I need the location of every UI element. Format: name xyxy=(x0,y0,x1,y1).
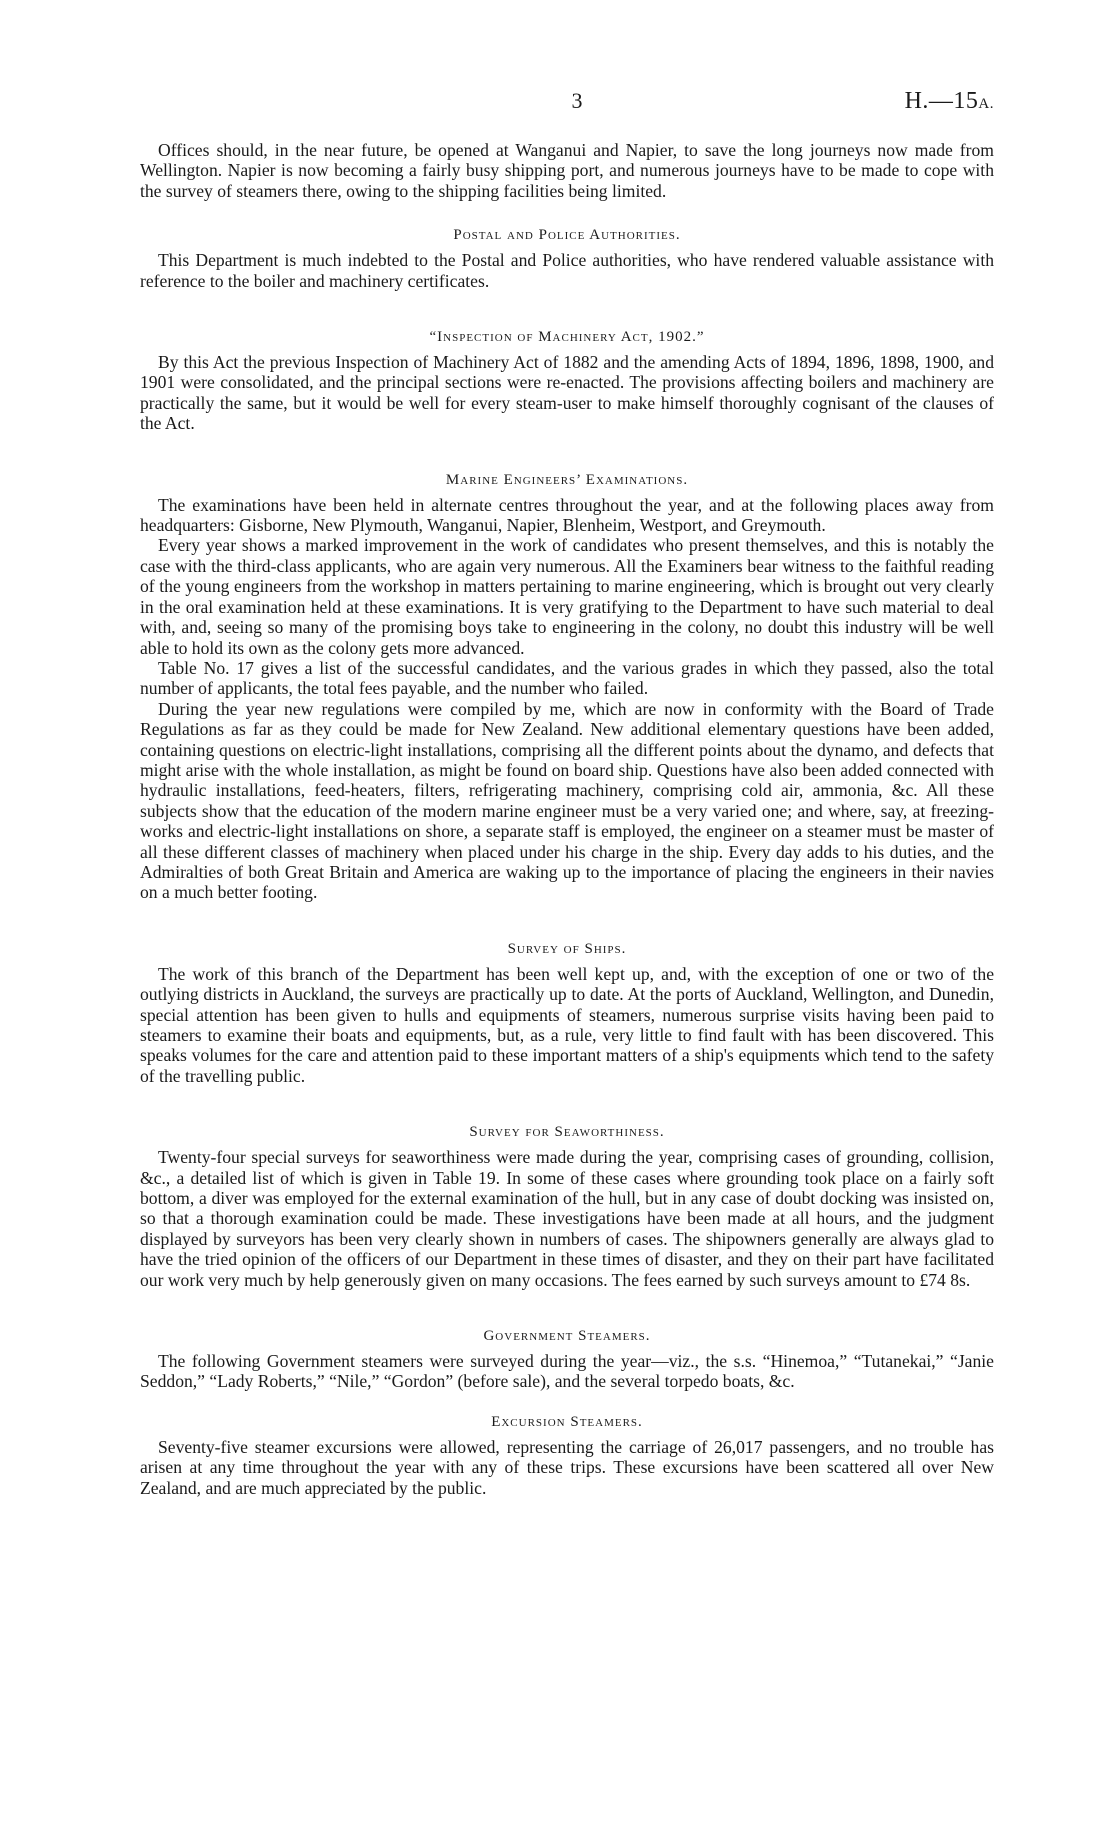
document-reference xyxy=(905,88,994,115)
marine-engineers-paragraph-3: Table No. 17 gives a list of the successful candidates, and the various grades in which they passed, also the total number of applicants, the total fees payable, and the number who failed. xyxy=(140,657,994,699)
gov-steamers-paragraph: The following Government steamers were surveyed during the year—viz., the s.s. “Hinemoa,” “Tutanekai,” “Janie Seddon,” “Lady Roberts,” “Nile,” “Gordon” (before sale), and the several torpedo boats, &c. xyxy=(140,1351,994,1392)
postal-paragraph: This Department is much indebted to the Postal and Police authorities, who have rendered valuable assistance with reference to the boiler and machinery certificates. xyxy=(140,250,994,291)
seaworthiness-heading: Survey for Seaworthiness. xyxy=(469,1124,665,1141)
doc-ref-main: H.—15 xyxy=(904,88,979,114)
survey-ships-paragraph: The work of this branch of the Department has been well kept up, and, with the exception of one or two of the outlying districts in Auckland, the surveys are practically up to date. At the ports of Auckland, Wellington, and Dunedin, special attention has been given to hulls and equipments of steamers, numerous surprise visits having been paid to steamers to examine their boats and equipments, but, as a rule, very little to find fault with has been discovered. This speaks volumes for the care and attention paid to these important matters of a ship's equipments which tend to the safety of the travelling public. xyxy=(140,963,994,1086)
intro-paragraph: Offices should, in the near future, be opened at Wanganui and Napier, to save the long journeys now made from Wellington. Napier is now becoming a fairly busy shipping port, and numerous journeys have to be made to cope with the survey of steamers there, owing to the shipping facilities being limited. xyxy=(140,140,994,201)
marine-engineers-paragraph-1: The examinations have been held in alternate centres throughout the year, and at the following places away from headquarters: Gisborne, New Plymouth, Wanganui, Napier, Blenheim, Westport, and Greymouth. xyxy=(140,494,994,536)
page-number: 3 xyxy=(571,88,583,113)
marine-engineers-heading: Marine Engineers’ Examinations. xyxy=(445,471,689,488)
machinery-act-heading: “Inspection of Machinery Act, 1902.” xyxy=(429,329,705,346)
excursion-heading: Excursion Steamers. xyxy=(491,1413,643,1430)
seaworthiness-paragraph: Twenty-four special surveys for seaworthiness were made during the year, comprising cases of grounding, collision, &c., a detailed list of which is given in Table 19. In some of these cases where grounding took place on a fairly soft bottom, a diver was employed for the external examination of the hull, but in any case of doubt docking was insisted on, so that a thorough examination could be made. These investigations have been made at all hours, and the judgment displayed by surveyors has been very clearly shown in numbers of cases. The shipowners generally are always glad to have the tried opinion of the officers of our Department in these times of disaster, and they on their part have facilitated our work very much by help generously given on many occasions. The fees earned by such surveys amount to £74 8s. xyxy=(140,1147,994,1290)
page-header xyxy=(140,88,994,122)
marine-engineers-paragraph-4: During the year new regulations were compiled by me, which are now in conformity with the Board of Trade Regulations as far as they could be made for New Zealand. New additional elementary questions have been added, containing questions on electric-light installations, comprising all the different points about the dynamo, and defects that might arise with the whole installation, as might be found on board ship. Questions have also been added connected with hydraulic installations, feed-heaters, filters, refrigerating machinery, comprising cold air, ammonia, &c. All these subjects show that the education of the modern marine engineer must be a very varied one; and where, say, at freezing-works and electric-light installations on shore, a separate staff is employed, the engineer on a steamer must be master of all these different classes of machinery when placed under his charge in the ship. Every day adds to his duties, and the Admiralties of both Great Britain and America are waking up to the importance of placing the engineers in their navies on a much better footing. xyxy=(140,698,994,903)
doc-ref-suffix: A. xyxy=(978,96,994,112)
postal-heading: Postal and Police Authorities. xyxy=(453,227,681,244)
gov-steamers-heading: Government Steamers. xyxy=(483,1328,651,1345)
excursion-paragraph: Seventy-five steamer excursions were allowed, representing the carriage of 26,017 passengers, and no trouble has arisen at any time throughout the year with any of these trips. These excursions have been scattered all over New Zealand, and are much appreciated by the public. xyxy=(140,1436,994,1498)
survey-ships-heading: Survey of Ships. xyxy=(507,940,627,957)
machinery-act-paragraph: By this Act the previous Inspection of Machinery Act of 1882 and the amending Acts of 1894, 1896, 1898, 1900, and 1901 were consolidated, and the principal sections were re-enacted. The provisions affecting boilers and machinery are practically the same, but it would be well for every steam-user to make himself thoroughly cognisant of the clauses of the Act. xyxy=(140,352,994,434)
marine-engineers-paragraph-2: Every year shows a marked improvement in the work of candidates who present themselves, and this is notably the case with the third-class applicants, who are again very numerous. All the Examiners bear witness to the faithful reading of the young engineers from the workshop in matters pertaining to marine engineering, which is brought out very clearly in the oral examination held at these examinations. It is very gratifying to the Department to have such material to deal with, and, seeing so many of the promising boys take to engineering in the colony, no doubt this industry will be well able to hold its own as the colony gets more advanced. xyxy=(140,535,994,658)
